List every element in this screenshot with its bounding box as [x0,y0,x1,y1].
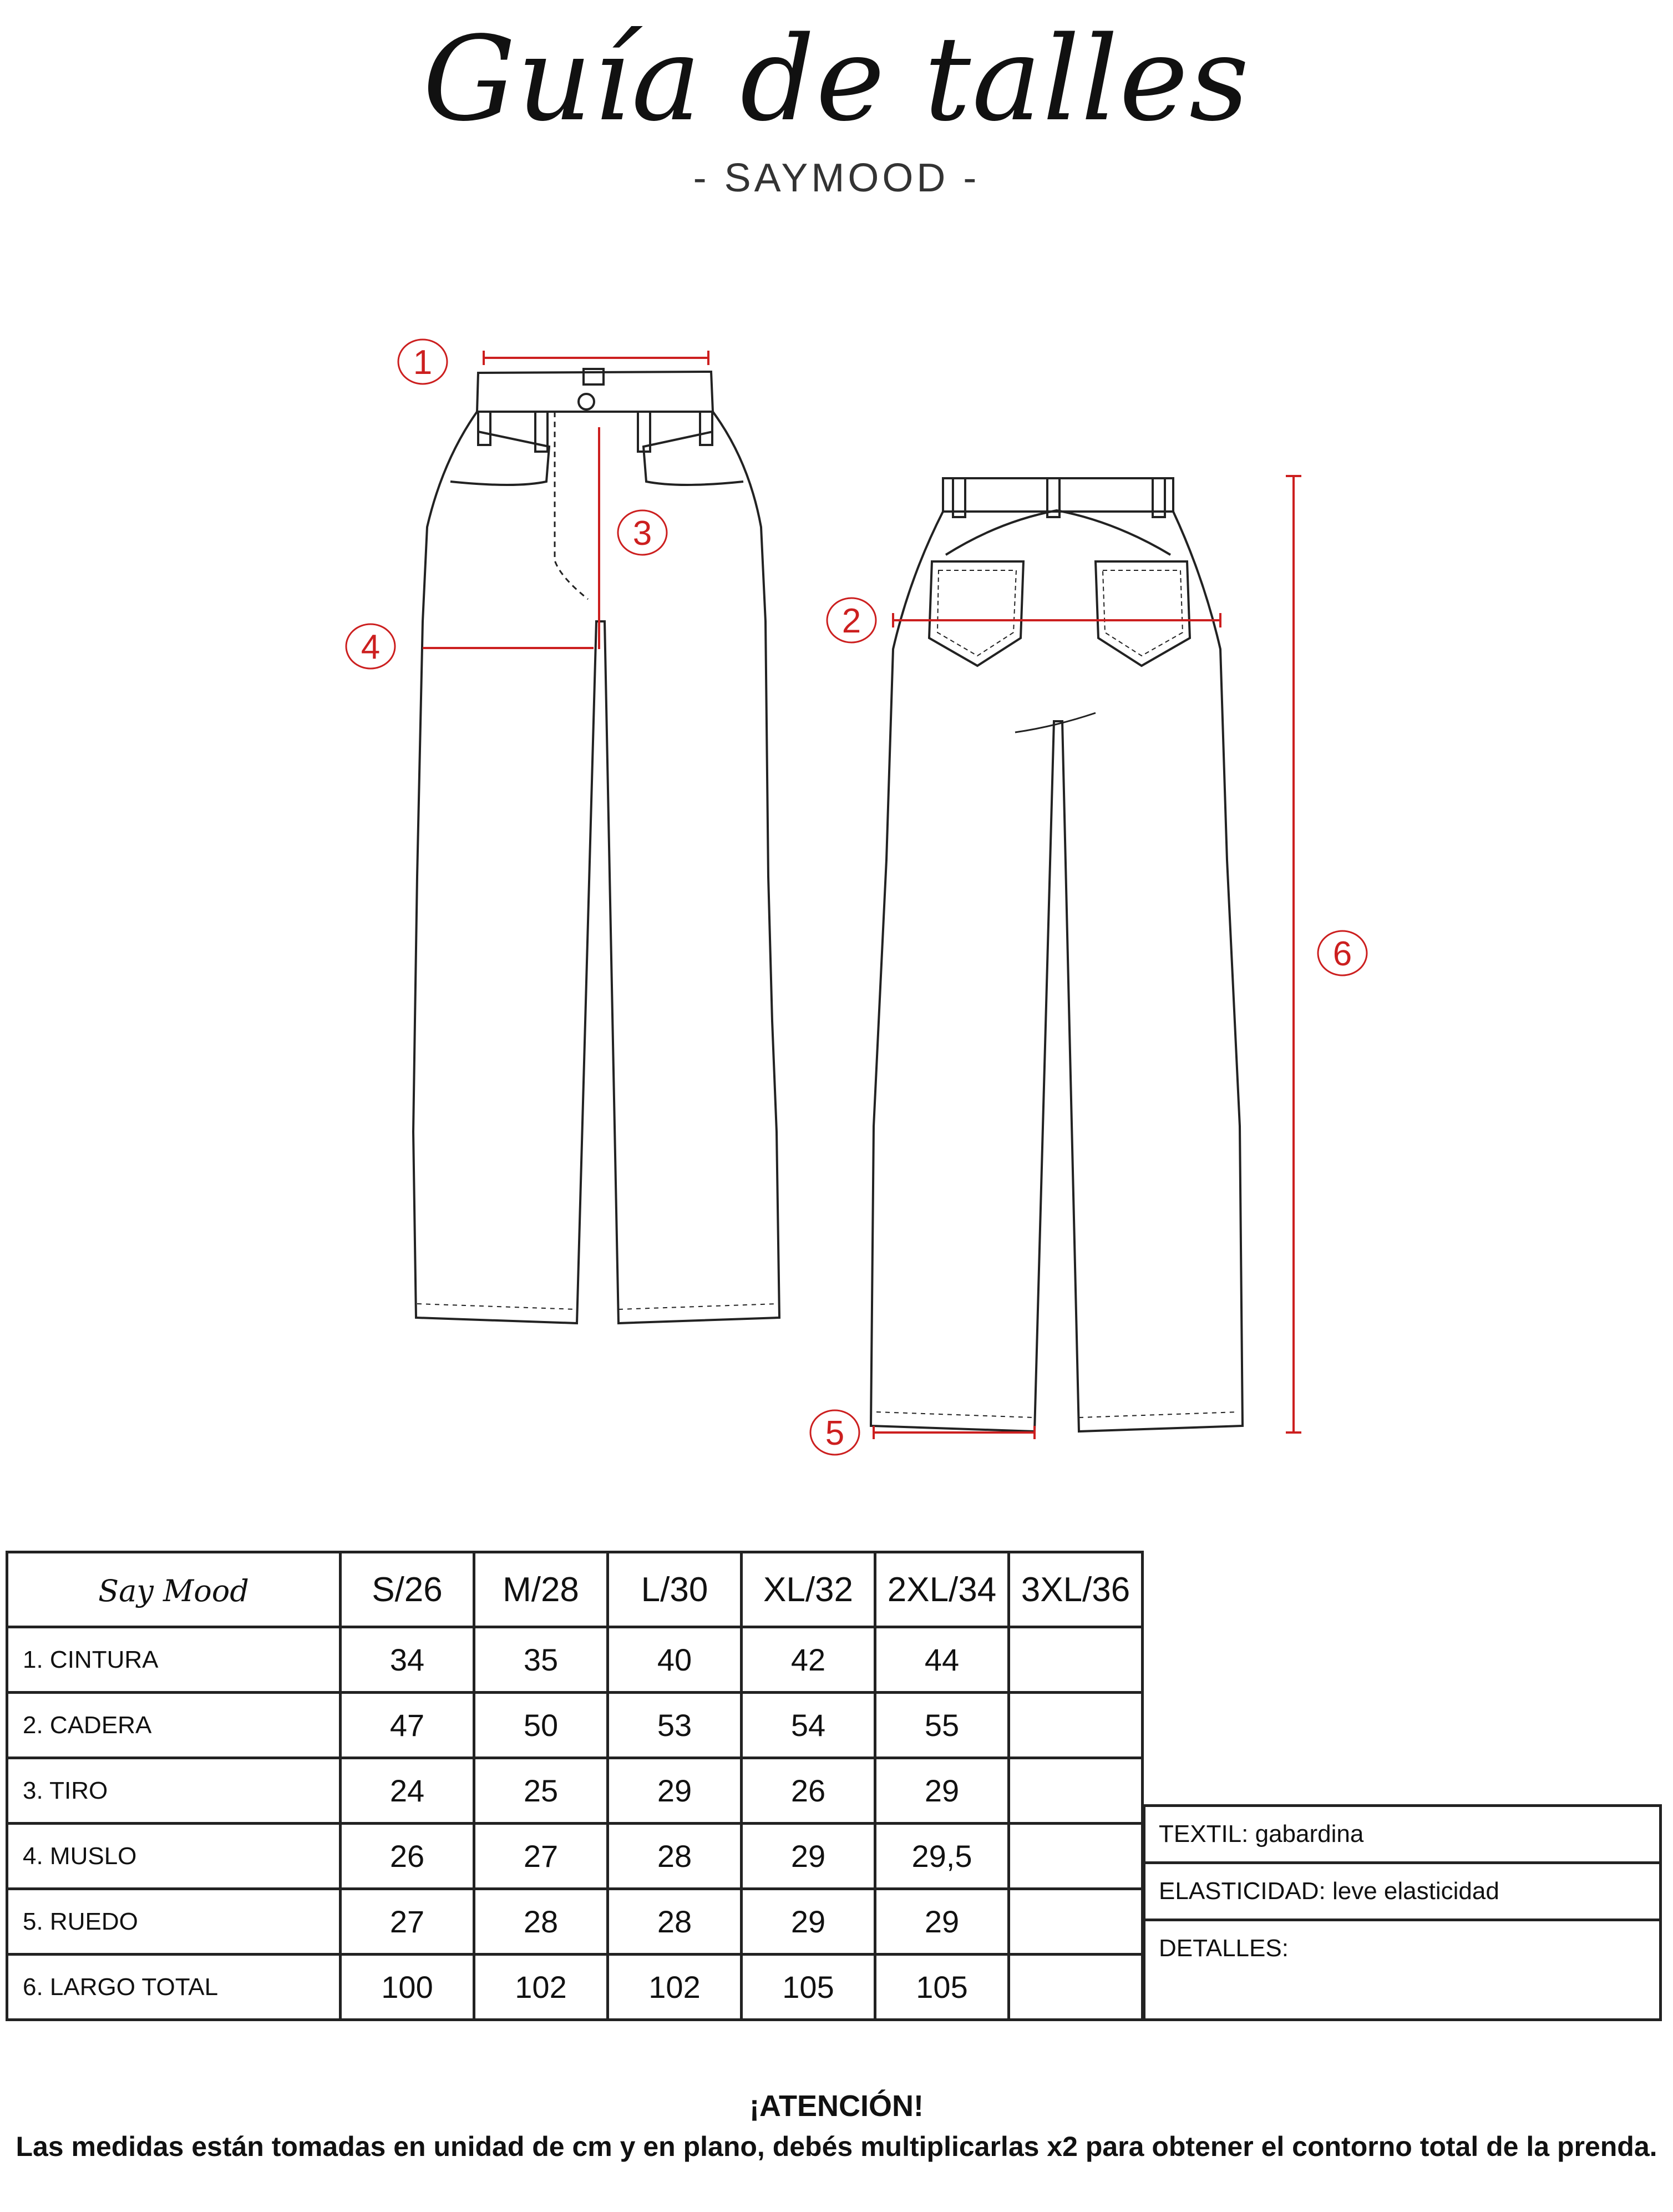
table-cell: 28 [474,1889,608,1955]
table-cell: 24 [341,1758,474,1824]
marker-5: 5 [825,1414,845,1452]
table-row [7,1824,1143,1889]
table-row [7,1627,1143,1693]
table-cell: 34 [341,1627,474,1693]
table-cell [1009,1758,1143,1824]
marker-2: 2 [841,602,861,640]
table-cell: 53 [608,1693,742,1758]
table-cell [1009,1889,1143,1955]
size-header: M/28 [474,1552,608,1627]
table-cell: 50 [474,1693,608,1758]
size-header: XL/32 [742,1552,875,1627]
table-cell: 55 [875,1693,1009,1758]
size-header: S/26 [341,1552,474,1627]
table-cell: 40 [608,1627,742,1693]
brand-subtitle: - SAYMOOD - [693,156,980,200]
table-cell: 54 [742,1693,875,1758]
table-cell: 35 [474,1627,608,1693]
size-table [6,1551,1144,2021]
page-title: Guía de talles [423,11,1250,147]
table-cell: 27 [474,1824,608,1889]
table-cell: 44 [875,1627,1009,1693]
textil-info: TEXTIL: gabardina [1144,1806,1661,1863]
table-cell: 102 [474,1955,608,2020]
row-label: 1. CINTURA [7,1627,341,1693]
table-cell: 105 [742,1955,875,2020]
size-header-row [7,1552,1143,1627]
table-row [7,1955,1143,2020]
table-cell: 27 [341,1889,474,1955]
attention-text: Las medidas están tomadas en unidad de cm y en plano, debés multiplicarlas x2 para obtener el contorno total de la prenda. [16,2131,1657,2162]
table-cell: 26 [742,1758,875,1824]
table-row [7,1758,1143,1824]
row-label: 3. TIRO [7,1758,341,1824]
measure-markers [346,340,1367,1455]
table-cell: 100 [341,1955,474,2020]
table-cell [1009,1627,1143,1693]
table-cell: 26 [341,1824,474,1889]
table-cell: 29 [875,1758,1009,1824]
table-cell: 25 [474,1758,608,1824]
marker-3: 3 [632,514,652,553]
row-label: 5. RUEDO [7,1889,341,1955]
table-cell: 102 [608,1955,742,2020]
table-cell [1009,1955,1143,2020]
table-cell: 29 [742,1824,875,1889]
table-cell: 29,5 [875,1824,1009,1889]
table-cell: 29 [608,1758,742,1824]
table-cell: 47 [341,1693,474,1758]
row-label: 2. CADERA [7,1693,341,1758]
table-cell: 29 [742,1889,875,1955]
size-header: L/30 [608,1552,742,1627]
marker-1: 1 [413,343,433,382]
marker-4: 4 [361,628,381,666]
size-header: 2XL/34 [875,1552,1009,1627]
marker-6: 6 [1332,935,1352,973]
table-cell: 28 [608,1889,742,1955]
brand-logo: Say Mood [7,1552,341,1627]
size-header: 3XL/36 [1009,1552,1143,1627]
fabric-info-table [1143,1804,1662,2021]
table-cell [1009,1824,1143,1889]
table-row [7,1693,1143,1758]
detalles-info: DETALLES: [1144,1920,1661,2020]
table-cell: 29 [875,1889,1009,1955]
attention-title: ¡ATENCIÓN! [749,2089,924,2123]
row-label: 4. MUSLO [7,1824,341,1889]
elasticidad-info: ELASTICIDAD: leve elasticidad [1144,1863,1661,1920]
row-label: 6. LARGO TOTAL [7,1955,341,2020]
table-cell [1009,1693,1143,1758]
table-cell: 28 [608,1824,742,1889]
front-pants-drawing [413,369,779,1323]
table-row [7,1889,1143,1955]
table-cell: 105 [875,1955,1009,2020]
table-cell: 42 [742,1627,875,1693]
